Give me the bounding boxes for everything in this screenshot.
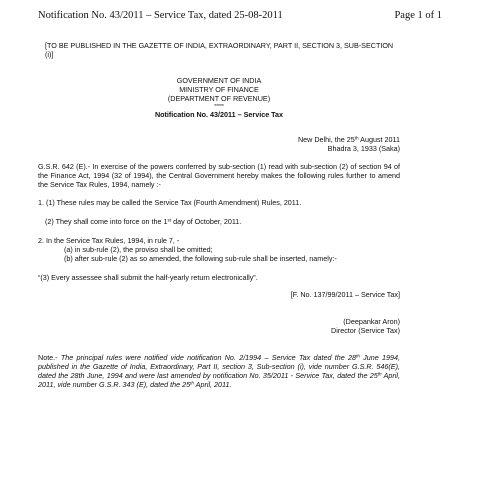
date-post: August 2011 [358,135,400,145]
page-number: Page 1 of 1 [394,10,442,21]
note-part-4: April, 2011. [193,379,232,389]
note-part-3: April, 2011, vide number G.S.R. 343 (E), dated the 25 [38,370,400,389]
rule-2-b: (b) after sub-rule (2) as so amended, the following sub-rule shall be inserted, namely:- [64,253,337,263]
rule-2-a: (a) in sub-rule (2), the proviso shall be omitted; [64,244,213,254]
date-pre: New Delhi, the 25 [297,135,355,145]
rule-1-2-post: day of October, 2011. [171,216,242,226]
rule-1-2-pre: (2) They shall come into force on the 1 [45,216,168,226]
notification-title: Notification No. 43/2011 – Service Tax [154,109,284,119]
gazette-line: [TO BE PUBLISHED IN THE GAZETTE OF INDIA, EXTRAORDINARY, PART II, SECTION 3, SUB-SECTION (i)] [45,41,394,59]
signatory-block [38,318,400,336]
date-sup: th [354,135,359,141]
notification-document [38,42,400,390]
preamble: G.S.R. 642 (E).- In exercise of the powers conferred by sub-section (1) read with sub-section (2) of section 94 of the Finance Act, 1994 (32 of 1994), the Central Government hereby makes the following rules further to amend the Service Tax Rules, 1994, namely :- [38,162,400,190]
page-header [38,10,442,24]
govt-line-1: GOVERNMENT OF INDIA [176,75,262,85]
note-sup-2: th [377,371,382,377]
note-part-2: June 1994, published in the Gazette of India, Extraordinary, Part II, section 3, Sub-section (i), vide number G.S.R. 546(E), dated the 28th June, 1994 and were last amended by notification No. 35/2011 - Service Tax, dated the 25 [38,353,400,380]
rule-1-2-sup: st [167,217,172,223]
note-part-1: The principal rules were notified vide notification No. 2/1994 – Service Tax dated the 28 [57,353,357,363]
govt-line-3: (DEPARTMENT OF REVENUE) [167,93,271,103]
file-number: [F. No. 137/99/2011 – Service Tax] [290,290,400,300]
rule-1-1: 1. (1) These rules may be called the Service Tax (Fourth Amendment) Rules, 2011. [38,197,302,207]
rule-1-2 [38,218,400,227]
note-sup-3: th [190,380,194,386]
date-block [38,136,400,154]
saka-date: Bhadra 3, 1933 (Saka) [327,144,400,154]
header-title: Notification No. 43/2011 – Service Tax, dated 25-08-2011 [38,10,283,21]
note-sup-1: th [356,353,360,359]
signatory-designation: Director (Service Tax) [331,326,400,336]
note-paragraph [38,354,400,390]
note-lead: Note.- [38,353,58,363]
rule-2-intro: 2. In the Service Tax Rules, 1994, in rule 7, - [38,235,180,245]
govt-stars: ***** [214,103,224,110]
govt-block [38,77,400,110]
govt-line-2: MINISTRY OF FINANCE [179,84,259,94]
signatory-name: (Deepankar Aron) [343,317,400,327]
inserted-subrule: “(3) Every assessee shall submit the half-yearly return electronically”. [38,272,258,282]
